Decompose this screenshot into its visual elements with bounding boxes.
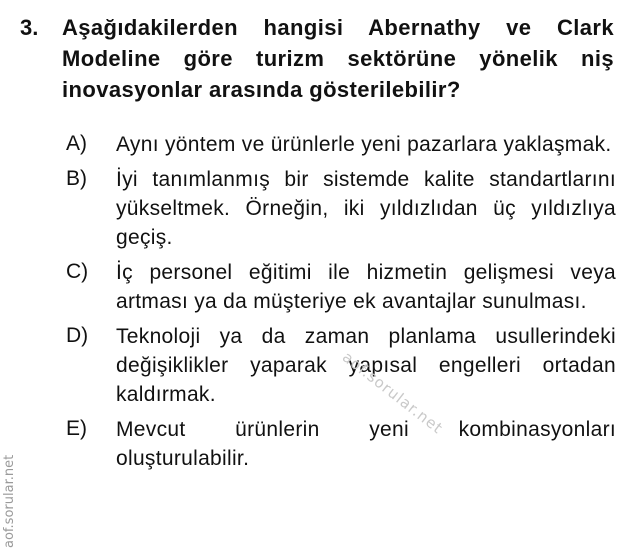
option-letter: C) [66,260,89,283]
diagonal-watermark: aof.sorular.net [338,348,447,438]
option-letter: A) [66,132,87,155]
question-block [20,12,620,105]
option-letter: B) [66,167,87,190]
side-watermark: aof.sorular.net [2,454,17,548]
option-c [66,258,618,316]
option-letter: D) [66,324,89,347]
option-d [66,322,618,409]
question-header [20,12,620,105]
option-b [66,165,618,252]
option-text: İç personel eğitimi ile hizmetin gelişmesi veya artması ya da müşteriye ek avantajlar sunulması. [116,261,616,313]
option-text: Aynı yöntem ve ürünlerle yeni pazarlara yaklaşmak. [116,133,612,156]
option-letter: E) [66,417,87,440]
option-text: Mevcut ürünlerin yeni kombinasyonları oluşturulabilir. [116,418,616,470]
option-text: İyi tanımlanmış bir sistemde kalite standartlarını yükseltmek. Örneğin, iki yıldızlıdan üç yıldızlıya geçiş. [116,168,616,249]
option-text: Teknoloji ya da zaman planlama usullerindeki değişiklikler yaparak yapısal engelleri ortadan kaldırmak. [116,325,616,406]
option-a [66,130,618,159]
option-e [66,415,618,473]
question-number: 3. [20,15,39,40]
question-text: Aşağıdakilerden hangisi Abernathy ve Clark Modeline göre turizm sektörüne yönelik niş inovasyonlar arasında gösterilebilir? [62,15,614,102]
options-list [66,130,618,479]
